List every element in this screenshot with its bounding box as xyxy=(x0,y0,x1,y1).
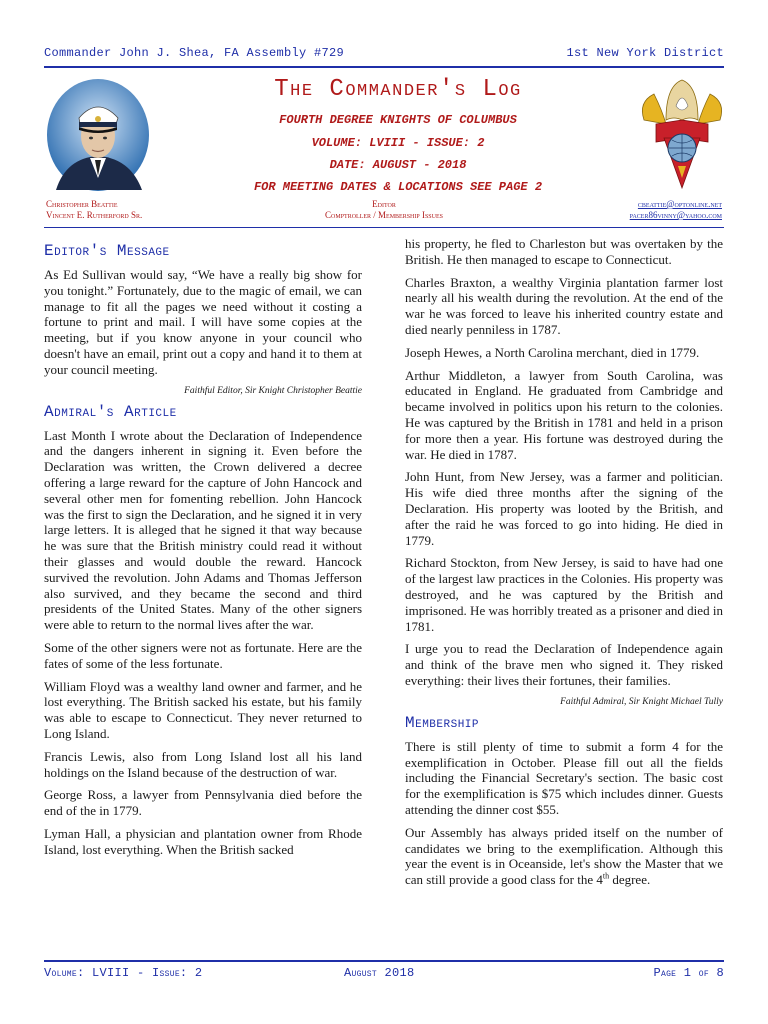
article-paragraph: his property, he fled to Charleston but was overtaken by the British. He then managed to escape to Connecticut. xyxy=(405,236,723,267)
staff-rule xyxy=(44,227,724,228)
article-paragraph: John Hunt, from New Jersey, was a farmer and politician. His wife died three months after the signing of the Declaration. His property was looted by the British, and after the raid he was forced to go into hiding. He died in 1779. xyxy=(405,469,723,548)
staff-role-comptroller: Comptroller / Membership Issues xyxy=(325,210,443,220)
email-link-comptroller[interactable]: pacer86vinny@yahoo.com xyxy=(629,210,722,220)
meeting-notice: FOR MEETING DATES & LOCATIONS SEE PAGE 2 xyxy=(253,180,543,194)
admiral-signature: Faithful Admiral, Sir Knight Michael Tully xyxy=(560,696,723,707)
article-paragraph: Arthur Middleton, a lawyer from South Carolina, was educated in England. He graduated from Cambridge and became involved in politics upon his return to the colonies. He was captured by the British in 1781 and held in a prison for more then a year. His fortune was destroyed during the war. He died in 1787. xyxy=(405,367,723,462)
article-paragraph: Some of the other signers were not as fortunate. Here are the fates of some of the less fortunate. xyxy=(44,639,362,671)
membership-paragraph xyxy=(405,825,723,888)
article-paragraph: George Ross, a lawyer from Pennsylvania died before the end of the in 1779. xyxy=(44,787,362,819)
ordinal-suffix: th xyxy=(602,871,610,881)
assembly-name: Commander John J. Shea, FA Assembly #729 xyxy=(44,46,345,60)
staff-credits xyxy=(44,199,724,223)
membership-paragraph: There is still plenty of time to submit a form 4 for the exemplification in October. Please fill out all the fields including the Financial Secretary's section. The basic cost for the exemplification is $75 which includes dinner. Guests attending the dinner cost $55. xyxy=(405,738,723,817)
article-paragraph: Last Month I wrote about the Declaration of Independence and the dangers inherent in signing it. Even before the Declaration was written, the Crown delivered a decree offering a large reward for the capture of John Hancock and several other men for fomenting rebellion. John Hancock was the first to sign the Declaration, and he signed it in very large letters. It is alleged that he signed it that way because he was sure that the British ministry could read it without their glasses and would double the reward. Hancock survived the revolution. John Adams and Thomas Jefferson also survived, and they became the second and third presidents of the United States. Many of the other signers were able to return to the normal lives after the war. xyxy=(44,427,362,633)
membership-text-end: degree. xyxy=(609,872,651,888)
article-paragraph: Joseph Hewes, a North Carolina merchant, died in 1779. xyxy=(405,344,700,360)
editor-signature: Faithful Editor, Sir Knight Christopher Beattie xyxy=(184,385,362,396)
newsletter-title: The Commander's Log xyxy=(274,76,522,103)
footer-rule xyxy=(44,960,724,962)
footer-volume: Volume: LVIII - Issue: 2 xyxy=(44,966,203,980)
header-rule xyxy=(44,66,724,68)
membership-text: Our Assembly has always prided itself on the number of candidates we bring to the exemplification. Although this year the event is in Oceanside, let's show the Master that we can still provide a good class for the 4 xyxy=(405,824,723,888)
page-footer xyxy=(44,966,724,982)
editors-message-text: As Ed Sullivan would say, “We have a really big show for you tonight.” Fortunately, due to the magic of email, we can manage to fit all the pages we need without it costing a fortune to print and mail. I will have some copies at the meeting, but if you know anyone in your council who doesn't have an email, print out a copy and hand it to them at your council meeting. xyxy=(44,267,362,377)
district-name: 1st New York District xyxy=(566,46,724,60)
staff-name-comptroller: Vincent E. Rutherford Sr. xyxy=(46,210,143,220)
article-paragraph: I urge you to read the Declaration of Independence again and think of the brave men who signed it. They risked everything: their lives their fortunes, their families. xyxy=(405,641,723,688)
issue-date: DATE: AUGUST - 2018 xyxy=(329,158,467,172)
volume-issue: VOLUME: LVIII - ISSUE: 2 xyxy=(311,136,485,150)
article-paragraph: Charles Braxton, a wealthy Virginia plantation farmer lost nearly all his wealth during the revolution. At the end of the war he was forced to leave his inherited country estate and died nearly penniless in 1787. xyxy=(405,274,723,337)
staff-names xyxy=(46,199,142,221)
staff-emails xyxy=(630,199,722,221)
email-link-editor[interactable]: cbeattie@optonline.net xyxy=(637,199,722,209)
membership-heading: Membership xyxy=(405,713,480,732)
admirals-article-heading: Admiral's Article xyxy=(44,402,177,421)
article-paragraph: Lyman Hall, a physician and plantation owner from Rhode Island, lost everything. When the British sacked xyxy=(44,825,362,857)
article-paragraph: Richard Stockton, from New Jersey, is said to have had one of the largest law practices in the Colonies. His property was destroyed, and he was captured by the British and imprisoned. He was horribly treated as a prisoner and died in 1781. xyxy=(405,555,723,634)
admiral-portrait-image xyxy=(46,78,150,192)
staff-role-editor: Editor xyxy=(372,199,396,209)
staff-roles xyxy=(284,199,484,221)
right-column xyxy=(405,236,723,895)
article-paragraph: Francis Lewis, also from Long Island lost all his land holdings on the Island because of the destruction of war. xyxy=(44,748,362,780)
organization-subtitle: FOURTH DEGREE KNIGHTS OF COLUMBUS xyxy=(279,113,517,127)
running-header xyxy=(44,44,724,66)
fourth-degree-emblem-icon xyxy=(636,76,728,194)
footer-page-number: Page 1 of 8 xyxy=(653,966,724,980)
masthead xyxy=(200,76,596,198)
footer-date: August 2018 xyxy=(344,966,415,980)
staff-name-editor: Christopher Beattie xyxy=(46,199,118,209)
left-column xyxy=(44,236,362,865)
editors-message-heading: Editor's Message xyxy=(44,242,170,260)
article-paragraph: William Floyd was a wealthy land owner and farmer, and he lost everything. The British sacked his estate, but his family was able to escape to Connecticut. They never returned to Long Island. xyxy=(44,678,362,741)
